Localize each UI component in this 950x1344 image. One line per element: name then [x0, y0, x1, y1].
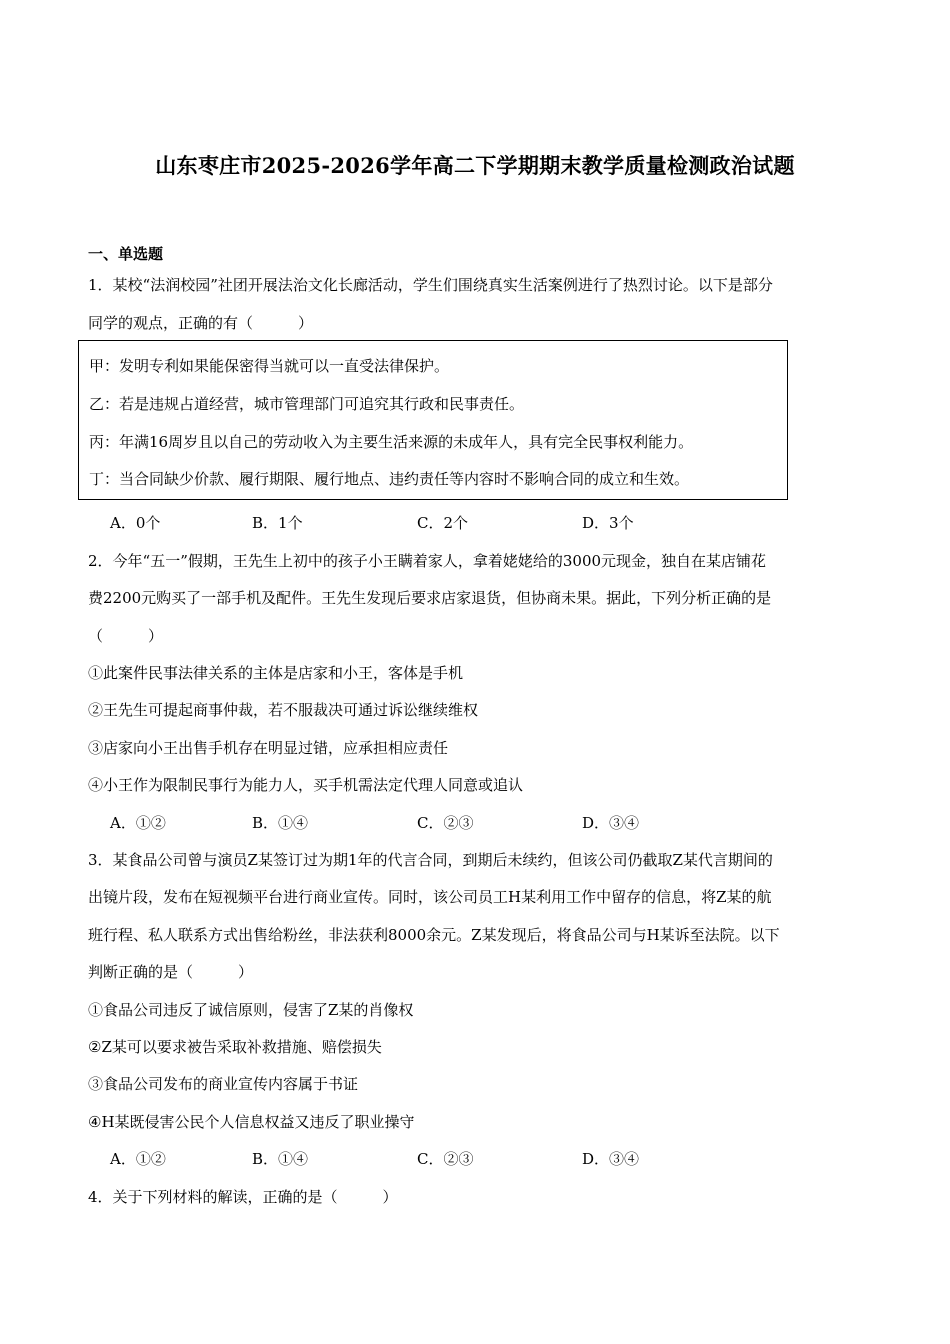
q1-option-b[interactable]: B．1个	[252, 514, 303, 532]
q3-option-d[interactable]: D．③④	[582, 1150, 640, 1168]
q2-option-d[interactable]: D．③④	[582, 814, 640, 832]
q3-stem-line-3: 班行程、私人联系方式出售给粉丝，非法获利8000余元。Z某发现后，将食品公司与H某诉至法院。以下	[88, 926, 780, 944]
q2-option-b[interactable]: B．①④	[252, 814, 309, 832]
q2-option-c[interactable]: C．②③	[417, 814, 474, 832]
q3-option-b[interactable]: B．①④	[252, 1150, 309, 1168]
q3-item-1: ①食品公司违反了诚信原则，侵害了Z某的肖像权	[88, 1001, 414, 1019]
q3-item-2: ②Z某可以要求被告采取补救措施、赔偿损失	[88, 1038, 382, 1056]
q2-item-2: ②王先生可提起商事仲裁，若不服裁决可通过诉讼继续维权	[88, 701, 479, 719]
q1-material-box	[78, 340, 788, 500]
q1-option-d[interactable]: D．3个	[582, 514, 634, 532]
q2-option-a[interactable]: A．①②	[110, 814, 166, 832]
q1-option-a[interactable]: A．0个	[110, 514, 161, 532]
q3-stem-line-1: 3．某食品公司曾与演员Z某签订过为期1年的代言合同，到期后未续约，但该公司仍截取Z某代言期间的	[88, 851, 773, 869]
q4-stem-line-1: 4．关于下列材料的解读，正确的是（ ）	[88, 1188, 398, 1206]
q3-option-c[interactable]: C．②③	[417, 1150, 474, 1168]
q2-stem-line-1: 2．今年“五一”假期，王先生上初中的孩子小王瞒着家人，拿着姥姥给的3000元现金，独自在某店铺花	[88, 552, 767, 570]
page-title: 山东枣庄市2025-2026学年高二下学期期末教学质量检测政治试题	[155, 153, 795, 178]
section-heading: 一、单选题	[88, 245, 164, 263]
q3-option-a[interactable]: A．①②	[110, 1150, 166, 1168]
q1-box-line-jia: 甲：发明专利如果能保密得当就可以一直受法律保护。	[89, 357, 450, 375]
q3-item-4: ④H某既侵害公民个人信息权益又违反了职业操守	[88, 1113, 415, 1131]
q2-stem-line-2: 费2200元购买了一部手机及配件。王先生发现后要求店家退货，但协商未果。据此，下列分析正确的是	[88, 589, 772, 607]
q1-box-line-ding: 丁：当合同缺少价款、履行期限、履行地点、违约责任等内容时不影响合同的成立和生效。	[89, 470, 690, 488]
q2-item-1: ①此案件民事法律关系的主体是店家和小王，客体是手机	[88, 664, 464, 682]
q2-item-3: ③店家向小王出售手机存在明显过错，应承担相应责任	[88, 739, 449, 757]
q1-box-line-bing: 丙：年满16周岁且以自己的劳动收入为主要生活来源的未成年人，具有完全民事权利能力。	[89, 433, 694, 451]
q1-option-c[interactable]: C．2个	[417, 514, 469, 532]
q3-item-3: ③食品公司发布的商业宣传内容属于书证	[88, 1075, 359, 1093]
q1-stem-line-2: 同学的观点，正确的有（ ）	[88, 314, 314, 332]
q1-stem-line-1: 1．某校“法润校园”社团开展法治文化长廊活动，学生们围绕真实生活案例进行了热烈讨论。以下是部分	[88, 276, 773, 294]
q3-stem-line-2: 出镜片段，发布在短视频平台进行商业宣传。同时，该公司员工H某利用工作中留存的信息，将Z某的航	[88, 888, 772, 906]
q2-stem-line-3: （ ）	[88, 627, 164, 645]
q3-stem-line-4: 判断正确的是（ ）	[88, 963, 254, 981]
q2-item-4: ④小王作为限制民事行为能力人，买手机需法定代理人同意或追认	[88, 776, 524, 794]
q1-box-line-yi: 乙：若是违规占道经营，城市管理部门可追究其行政和民事责任。	[89, 395, 525, 413]
